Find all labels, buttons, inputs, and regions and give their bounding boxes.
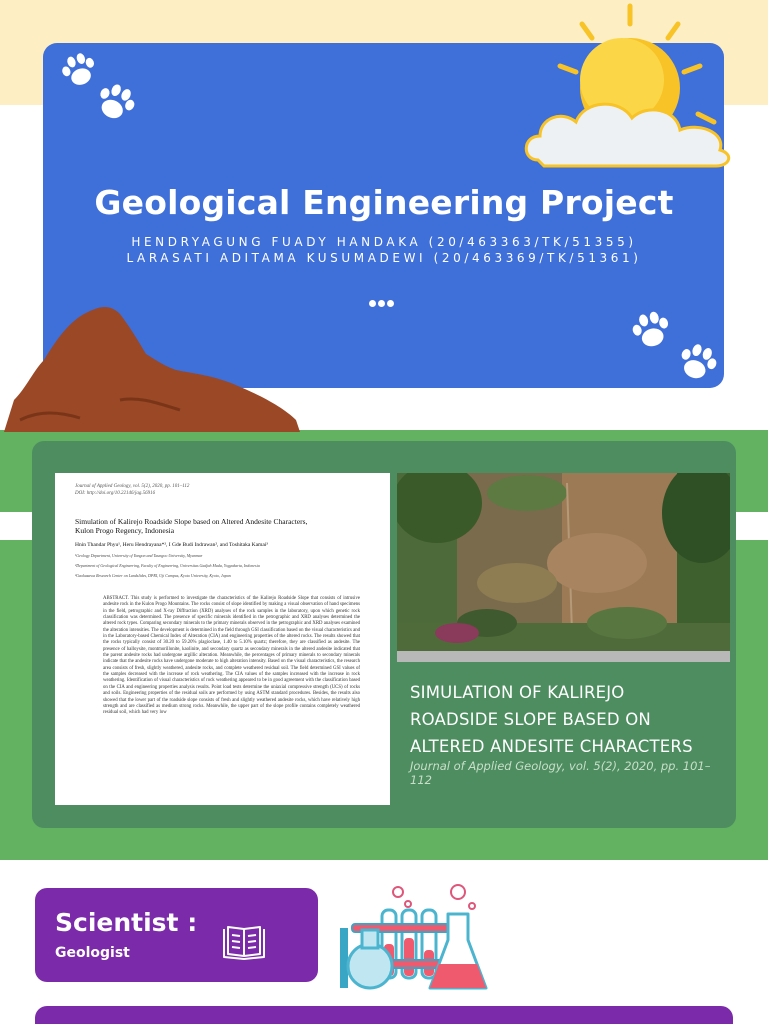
paper-abstract: ABSTRACT. This study is performed to investigate the characteristics of the Kalirejo Roadside Slope that consists of intrusive andesite rock in the Kulon Progo Mountains. The rocks consist of slope identified by making a visual observation of hand specimens in the field, petrographic and X-ray Diffraction (XRD) analyses of the rock samples in the laboratory, upon which genetic rock classification was determined. The presence of specific minerals identified in the petrographic and XRD analyses determined the altered rock types. Comparing secondary minerals to the primary minerals observed in the petrographic and XRD analyses examined the alteration intensities. The development is determined in the field through GSI classification based on the visual characteristics and in the Laboratory-based Chemical Index of Alteration (CIA) and engineering properties of the altered rocks. The results showed that the rocks typically consist of 30.20 to 59.20% plagioclase, 1.40 to 5.10% quartz; therefore, they are classified as andesite. The presence of halloysite, montmorillonite, kaolinite, and secondary quartz as secondary minerals in the altered andesite indicated that the parent andesite rocks had undergone argillic alteration. Meanwhile, the percentages of primary minerals to secondary minerals indicate that the andesite rocks have undergone moderate to high alteration intensity. Based on the visual characteristics, the research area consists of fresh, slightly weathered, andesite rocks, and complete weathered residual soil. The field determined GSI values of the samples decreased with the increase of rock weathering. The CIA values of the samples increased with the increase in rock weathering. Identification of visual characteristics of rock weathering appeared to be in good agreement with the classification based on the CIA and engineering properties analysis results. Point load tests determine the uniaxial compressive strength (UCS) of rocks and soils. Engineering properties of the residual soils are performed by using ASTM standard procedures. Besides, the results also showed that the lower part of the roadside slope consists of fresh and slightly weathered andesite rocks, which have relatively high strength and are classified as medium strong rocks. Meanwhile, the upper part of the slope profile contains completely weathered residual soil, which had very low — [103, 596, 360, 716]
paper-authors: Hnin Thandar Phyu¹, Heru Hendrayana*², I Gde Budi Indrawan², and Toshitaka Kamai³ — [75, 542, 268, 548]
paw-print-icon — [628, 308, 674, 354]
paw-print-icon — [92, 80, 138, 126]
paper-affiliation-1: ¹Geology Department, University of Yangon and Taungoo University, Myanmar — [75, 553, 203, 558]
paper-journal-line: Journal of Applied Geology, vol. 5(2), 2020, pp. 101–112 — [75, 484, 190, 489]
author-1: HENDRYAGUNG FUADY HANDAKA (20/463363/TK/51355) — [131, 235, 637, 249]
paper-doi-line: DOI: http://doi.org/10.22146/jag.56916 — [75, 491, 156, 496]
role-value: Geologist — [55, 945, 130, 961]
paper-affiliation-2: ²Department of Geological Engineering, Faculty of Engineering, Universitas Gadjah Mada, Yogyakarta, Indonesia — [75, 563, 260, 568]
slope-photo — [397, 473, 730, 662]
card-heading-line-2: ROADSIDE SLOPE BASED ON — [410, 710, 651, 729]
mountain-illustration — [0, 300, 300, 432]
paper-title: Simulation of Kalirejo Roadside Slope based on Altered Andesite Characters, Kulon Progo Regency, Indonesia — [75, 517, 308, 535]
paper-affiliation-3: ³Gaokazawa Research Center on Landslides, DPRI, Uji Campus, Kyoto University, Kyoto, Japan — [75, 573, 231, 578]
card-heading-line-1: SIMULATION OF KALIREJO — [410, 683, 625, 702]
open-book-icon — [220, 923, 268, 963]
card-heading-line-3: ALTERED ANDESITE CHARACTERS — [410, 737, 693, 756]
paper-thumbnail[interactable] — [55, 473, 390, 805]
card-citation: Journal of Applied Geology, vol. 5(2), 2020, pp. 101–112 — [410, 759, 711, 787]
card-heading — [410, 679, 730, 760]
lab-glassware-icon — [336, 884, 516, 1004]
project-title: Geological Engineering Project — [94, 183, 674, 222]
cloud-icon — [520, 94, 738, 172]
more-dots-icon[interactable] — [369, 294, 401, 304]
paw-print-icon — [674, 340, 720, 386]
role-title: Scientist : — [55, 908, 198, 937]
author-2: LARASATI ADITAMA KUSUMADEWI (20/463369/TK/51361) — [126, 251, 642, 265]
next-section-panel — [35, 1006, 733, 1024]
